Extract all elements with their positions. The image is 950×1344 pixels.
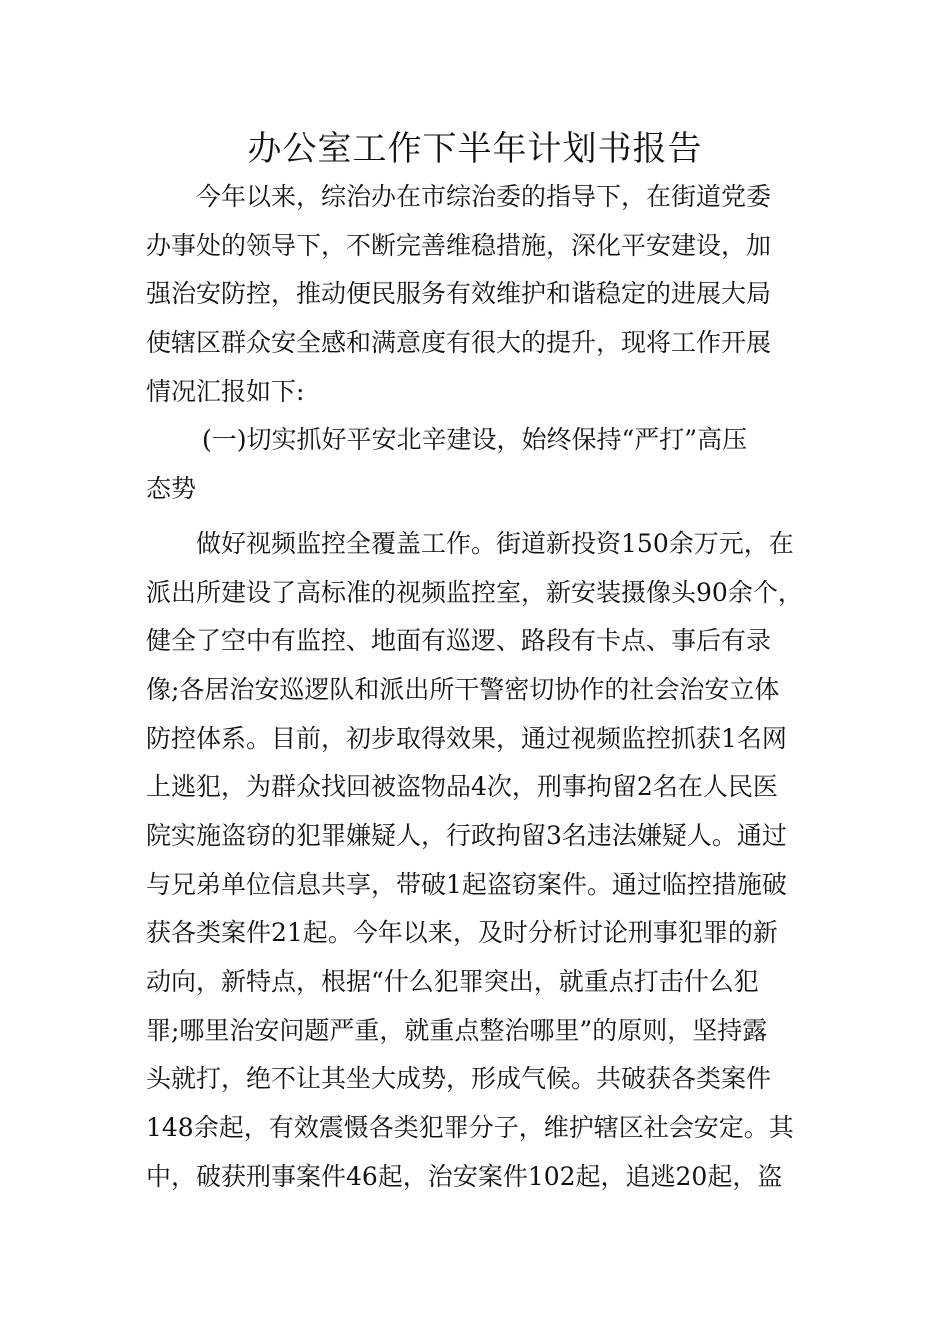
paragraph-3-line-11: 罪;哪里治安问题严重，就重点整治哪里”的原则，坚持露 (146, 1015, 768, 1045)
paragraph-3-line-1: 做好视频监控全覆盖工作。街道新投资150余万元，在 (196, 528, 794, 558)
paragraph-1-line-2: 办事处的领导下，不断完善维稳措施，深化平安建设，加 (146, 230, 772, 260)
paragraph-3-line-9: 获各类案件21起。今年以来，及时分析讨论刑事犯罪的新 (146, 918, 778, 948)
document-body (146, 173, 806, 1201)
paragraph-3-line-3: 健全了空中有监控、地面有巡逻、路段有卡点、事后有录 (146, 626, 772, 656)
paragraph-3-line-8: 与兄弟单位信息共享，带破1起盗窃案件。通过临控措施破 (146, 869, 787, 899)
section-heading-line-2: 态势 (146, 474, 197, 504)
paragraph-3-line-13: 148余起，有效震慑各类犯罪分子，维护辖区社会安定。其 (146, 1113, 794, 1143)
paragraph-1-line-4: 使辖区群众安全感和满意度有很大的提升，现将工作开展 (146, 328, 772, 358)
paragraph-3-line-7: 院实施盗窃的犯罪嫌疑人，行政拘留3名违法嫌疑人。通过 (146, 820, 787, 850)
paragraph-3-line-10: 动向，新特点，根据“什么犯罪突出，就重点打击什么犯 (146, 967, 759, 996)
paragraph-3-line-5: 防控体系。目前，初步取得效果，通过视频监控抓获1名网 (146, 723, 787, 753)
paragraph-1-line-5: 情况汇报如下: (146, 376, 305, 406)
paragraph-1-line-1: 今年以来，综治办在市综治委的指导下，在街道党委 (196, 182, 772, 211)
paragraph-3-line-4: 像;各居治安巡逻队和派出所干警密切协作的社会治安立体 (146, 674, 780, 704)
document-title: 办公室工作下半年计划书报告 (247, 129, 703, 169)
paragraph-1-line-3: 强治安防控，推动便民服务有效维护和谐稳定的进展大局 (146, 279, 772, 309)
section-heading-line-1: (一)切实抓好平安北辛建设，始终保持“严打”高压 (202, 425, 748, 455)
paragraph-3-line-14: 中，破获刑事案件46起，治安案件102起，追逃20起，盗 (146, 1161, 783, 1191)
paragraph-3-line-6: 上逃犯，为群众找回被盗物品4次，刑事拘留2名在人民医 (146, 772, 778, 802)
paragraph-3-line-12: 头就打，绝不让其坐大成势，形成气候。共破获各类案件 (146, 1064, 772, 1094)
paragraph-3-line-2: 派出所建设了高标准的视频监控室，新安装摄像头90余个， (146, 577, 803, 607)
